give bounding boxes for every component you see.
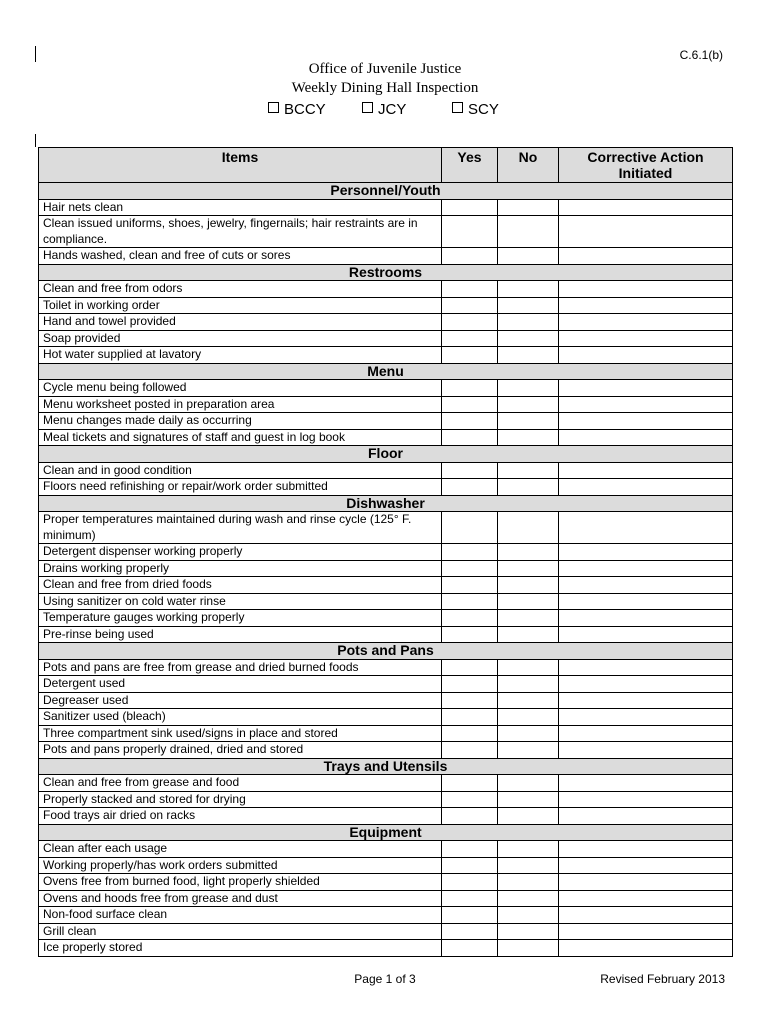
- item-label: Working properly/has work orders submitted: [39, 857, 442, 874]
- column-header-yes: Yes: [442, 148, 498, 183]
- document-code: C.6.1(b): [679, 48, 723, 62]
- yes-cell[interactable]: [442, 462, 498, 479]
- no-cell[interactable]: [498, 380, 559, 397]
- no-cell[interactable]: [498, 248, 559, 265]
- no-cell[interactable]: [498, 314, 559, 331]
- facility-option-scy[interactable]: SCY: [452, 101, 499, 118]
- yes-cell[interactable]: [442, 413, 498, 430]
- no-cell[interactable]: [498, 742, 559, 759]
- item-label: Hair nets clean: [39, 199, 442, 216]
- yes-cell[interactable]: [442, 248, 498, 265]
- corrective-action-cell[interactable]: [559, 841, 733, 858]
- item-label: Degreaser used: [39, 692, 442, 709]
- yes-cell[interactable]: [442, 330, 498, 347]
- yes-cell[interactable]: [442, 479, 498, 496]
- facility-option-bccy[interactable]: BCCY: [268, 101, 326, 118]
- table-row: [39, 709, 733, 726]
- no-cell[interactable]: [498, 626, 559, 643]
- item-label: Ice properly stored: [39, 940, 442, 957]
- section-title: Equipment: [39, 824, 733, 841]
- table-row: [39, 808, 733, 825]
- yes-cell[interactable]: [442, 560, 498, 577]
- corrective-action-cell[interactable]: [559, 479, 733, 496]
- table-row: [39, 216, 733, 248]
- table-row: [39, 297, 733, 314]
- yes-cell[interactable]: [442, 577, 498, 594]
- yes-cell[interactable]: [442, 890, 498, 907]
- item-label: Hot water supplied at lavatory: [39, 347, 442, 364]
- item-label: Ovens and hoods free from grease and dust: [39, 890, 442, 907]
- yes-cell[interactable]: [442, 314, 498, 331]
- corrective-action-cell[interactable]: [559, 199, 733, 216]
- no-cell[interactable]: [498, 659, 559, 676]
- yes-cell[interactable]: [442, 380, 498, 397]
- table-row: [39, 659, 733, 676]
- yes-cell[interactable]: [442, 841, 498, 858]
- corrective-action-cell[interactable]: [559, 577, 733, 594]
- table-row: [39, 396, 733, 413]
- section-header-row: [39, 495, 733, 512]
- yes-cell[interactable]: [442, 857, 498, 874]
- section-header-row: [39, 446, 733, 463]
- item-label: Detergent dispenser working properly: [39, 544, 442, 561]
- no-cell[interactable]: [498, 462, 559, 479]
- revision-date: Revised February 2013: [600, 972, 725, 986]
- no-cell[interactable]: [498, 479, 559, 496]
- corrective-action-cell[interactable]: [559, 676, 733, 693]
- corrective-action-cell[interactable]: [559, 380, 733, 397]
- no-cell[interactable]: [498, 577, 559, 594]
- no-cell[interactable]: [498, 923, 559, 940]
- yes-cell[interactable]: [442, 199, 498, 216]
- table-row: [39, 413, 733, 430]
- table-row: [39, 314, 733, 331]
- table-row: [39, 479, 733, 496]
- no-cell[interactable]: [498, 907, 559, 924]
- no-cell[interactable]: [498, 709, 559, 726]
- section-title: Trays and Utensils: [39, 758, 733, 775]
- corrective-action-cell[interactable]: [559, 907, 733, 924]
- no-cell[interactable]: [498, 593, 559, 610]
- corrective-action-cell[interactable]: [559, 890, 733, 907]
- yes-cell[interactable]: [442, 874, 498, 891]
- corrective-action-cell[interactable]: [559, 560, 733, 577]
- table-row: [39, 593, 733, 610]
- section-header-row: [39, 264, 733, 281]
- item-label: Meal tickets and signatures of staff and guest in log book: [39, 429, 442, 446]
- yes-cell[interactable]: [442, 775, 498, 792]
- corrective-action-cell[interactable]: [559, 216, 733, 248]
- checkbox-icon[interactable]: [452, 102, 463, 113]
- table-row: [39, 380, 733, 397]
- section-title: Dishwasher: [39, 495, 733, 512]
- no-cell[interactable]: [498, 890, 559, 907]
- table-row: [39, 742, 733, 759]
- table-row: [39, 462, 733, 479]
- table-row: [39, 610, 733, 627]
- facility-option-jcy[interactable]: JCY: [362, 101, 406, 118]
- column-header-items: Items: [39, 148, 442, 183]
- item-label: Toilet in working order: [39, 297, 442, 314]
- no-cell[interactable]: [498, 429, 559, 446]
- item-label: Clean and free from dried foods: [39, 577, 442, 594]
- no-cell[interactable]: [498, 199, 559, 216]
- table-row: [39, 248, 733, 265]
- yes-cell[interactable]: [442, 907, 498, 924]
- yes-cell[interactable]: [442, 593, 498, 610]
- table-row: [39, 512, 733, 544]
- item-label: Menu changes made daily as occurring: [39, 413, 442, 430]
- yes-cell[interactable]: [442, 512, 498, 544]
- corrective-action-cell[interactable]: [559, 775, 733, 792]
- column-header-no: No: [498, 148, 559, 183]
- item-label: Clean after each usage: [39, 841, 442, 858]
- no-cell[interactable]: [498, 610, 559, 627]
- yes-cell[interactable]: [442, 725, 498, 742]
- no-cell[interactable]: [498, 791, 559, 808]
- section-title: Floor: [39, 446, 733, 463]
- corrective-action-cell[interactable]: [559, 874, 733, 891]
- item-label: Clean issued uniforms, shoes, jewelry, fingernails; hair restraints are in compliance.: [39, 216, 442, 248]
- section-title: Personnel/Youth: [39, 183, 733, 200]
- item-label: Pots and pans are free from grease and dried burned foods: [39, 659, 442, 676]
- yes-cell[interactable]: [442, 808, 498, 825]
- corrective-action-cell[interactable]: [559, 413, 733, 430]
- table-row: [39, 923, 733, 940]
- item-label: Pre-rinse being used: [39, 626, 442, 643]
- corrective-action-cell[interactable]: [559, 923, 733, 940]
- item-label: Hand and towel provided: [39, 314, 442, 331]
- table-row: [39, 429, 733, 446]
- section-title: Pots and Pans: [39, 643, 733, 660]
- yes-cell[interactable]: [442, 281, 498, 298]
- no-cell[interactable]: [498, 775, 559, 792]
- yes-cell[interactable]: [442, 429, 498, 446]
- no-cell[interactable]: [498, 940, 559, 957]
- section-header-row: [39, 643, 733, 660]
- table-row: [39, 874, 733, 891]
- item-label: Detergent used: [39, 676, 442, 693]
- yes-cell[interactable]: [442, 216, 498, 248]
- item-label: Three compartment sink used/signs in place and stored: [39, 725, 442, 742]
- table-row: [39, 940, 733, 957]
- no-cell[interactable]: [498, 857, 559, 874]
- margin-change-bar: [35, 134, 36, 147]
- corrective-action-cell[interactable]: [559, 692, 733, 709]
- corrective-action-cell[interactable]: [559, 347, 733, 364]
- corrective-action-cell[interactable]: [559, 659, 733, 676]
- corrective-action-cell[interactable]: [559, 396, 733, 413]
- corrective-action-cell[interactable]: [559, 725, 733, 742]
- item-label: Clean and free from grease and food: [39, 775, 442, 792]
- corrective-action-cell[interactable]: [559, 462, 733, 479]
- item-label: Clean and free from odors: [39, 281, 442, 298]
- no-cell[interactable]: [498, 330, 559, 347]
- item-label: Properly stacked and stored for drying: [39, 791, 442, 808]
- page-number: Page 1 of 3: [354, 972, 416, 986]
- yes-cell[interactable]: [442, 610, 498, 627]
- checkbox-icon[interactable]: [362, 102, 373, 113]
- corrective-action-cell[interactable]: [559, 593, 733, 610]
- table-row: [39, 330, 733, 347]
- table-header-row: [39, 148, 733, 183]
- item-label: Pots and pans properly drained, dried and stored: [39, 742, 442, 759]
- no-cell[interactable]: [498, 413, 559, 430]
- corrective-action-cell[interactable]: [559, 281, 733, 298]
- yes-cell[interactable]: [442, 940, 498, 957]
- table-row: [39, 791, 733, 808]
- item-label: Ovens free from burned food, light properly shielded: [39, 874, 442, 891]
- yes-cell[interactable]: [442, 923, 498, 940]
- corrective-action-cell[interactable]: [559, 808, 733, 825]
- no-cell[interactable]: [498, 676, 559, 693]
- table-row: [39, 775, 733, 792]
- item-label: Floors need refinishing or repair/work order submitted: [39, 479, 442, 496]
- table-row: [39, 857, 733, 874]
- item-label: Non-food surface clean: [39, 907, 442, 924]
- table-row: [39, 577, 733, 594]
- corrective-action-cell[interactable]: [559, 248, 733, 265]
- corrective-action-cell[interactable]: [559, 330, 733, 347]
- yes-cell[interactable]: [442, 347, 498, 364]
- no-cell[interactable]: [498, 841, 559, 858]
- checkbox-icon[interactable]: [268, 102, 279, 113]
- yes-cell[interactable]: [442, 692, 498, 709]
- yes-cell[interactable]: [442, 742, 498, 759]
- corrective-action-cell[interactable]: [559, 940, 733, 957]
- corrective-action-cell[interactable]: [559, 610, 733, 627]
- corrective-action-cell[interactable]: [559, 297, 733, 314]
- corrective-action-cell[interactable]: [559, 512, 733, 544]
- item-label: Sanitizer used (bleach): [39, 709, 442, 726]
- yes-cell[interactable]: [442, 626, 498, 643]
- table-row: [39, 281, 733, 298]
- table-row: [39, 890, 733, 907]
- no-cell[interactable]: [498, 874, 559, 891]
- inspection-table: [38, 147, 733, 957]
- no-cell[interactable]: [498, 396, 559, 413]
- table-row: [39, 560, 733, 577]
- table-row: [39, 907, 733, 924]
- section-header-row: [39, 824, 733, 841]
- item-label: Food trays air dried on racks: [39, 808, 442, 825]
- item-label: Proper temperatures maintained during wash and rinse cycle (125° F. minimum): [39, 512, 442, 544]
- item-label: Cycle menu being followed: [39, 380, 442, 397]
- margin-change-bar: [35, 46, 36, 62]
- table-row: [39, 692, 733, 709]
- no-cell[interactable]: [498, 512, 559, 544]
- no-cell[interactable]: [498, 281, 559, 298]
- table-row: [39, 544, 733, 561]
- no-cell[interactable]: [498, 725, 559, 742]
- corrective-action-cell[interactable]: [559, 857, 733, 874]
- section-title: Restrooms: [39, 264, 733, 281]
- yes-cell[interactable]: [442, 659, 498, 676]
- yes-cell[interactable]: [442, 396, 498, 413]
- section-header-row: [39, 183, 733, 200]
- yes-cell[interactable]: [442, 297, 498, 314]
- no-cell[interactable]: [498, 216, 559, 248]
- corrective-action-cell[interactable]: [559, 314, 733, 331]
- item-label: Using sanitizer on cold water rinse: [39, 593, 442, 610]
- no-cell[interactable]: [498, 347, 559, 364]
- no-cell[interactable]: [498, 297, 559, 314]
- no-cell[interactable]: [498, 808, 559, 825]
- corrective-action-cell[interactable]: [559, 544, 733, 561]
- form-title: Weekly Dining Hall Inspection: [291, 80, 479, 96]
- yes-cell[interactable]: [442, 676, 498, 693]
- yes-cell[interactable]: [442, 791, 498, 808]
- table-row: [39, 841, 733, 858]
- yes-cell[interactable]: [442, 709, 498, 726]
- checklist-body: [39, 183, 733, 957]
- item-label: Soap provided: [39, 330, 442, 347]
- item-label: Grill clean: [39, 923, 442, 940]
- item-label: Hands washed, clean and free of cuts or sores: [39, 248, 442, 265]
- no-cell[interactable]: [498, 692, 559, 709]
- yes-cell[interactable]: [442, 544, 498, 561]
- table-row: [39, 676, 733, 693]
- table-row: [39, 626, 733, 643]
- table-row: [39, 199, 733, 216]
- no-cell[interactable]: [498, 544, 559, 561]
- no-cell[interactable]: [498, 560, 559, 577]
- corrective-action-cell[interactable]: [559, 791, 733, 808]
- item-label: Menu worksheet posted in preparation area: [39, 396, 442, 413]
- item-label: Temperature gauges working properly: [39, 610, 442, 627]
- corrective-action-cell[interactable]: [559, 626, 733, 643]
- section-header-row: [39, 363, 733, 380]
- column-header-corrective-action: Corrective Action Initiated: [559, 148, 733, 183]
- agency-title: Office of Juvenile Justice: [308, 61, 462, 77]
- item-label: Drains working properly: [39, 560, 442, 577]
- corrective-action-cell[interactable]: [559, 742, 733, 759]
- table-row: [39, 725, 733, 742]
- item-label: Clean and in good condition: [39, 462, 442, 479]
- section-title: Menu: [39, 363, 733, 380]
- corrective-action-cell[interactable]: [559, 709, 733, 726]
- corrective-action-cell[interactable]: [559, 429, 733, 446]
- table-row: [39, 347, 733, 364]
- section-header-row: [39, 758, 733, 775]
